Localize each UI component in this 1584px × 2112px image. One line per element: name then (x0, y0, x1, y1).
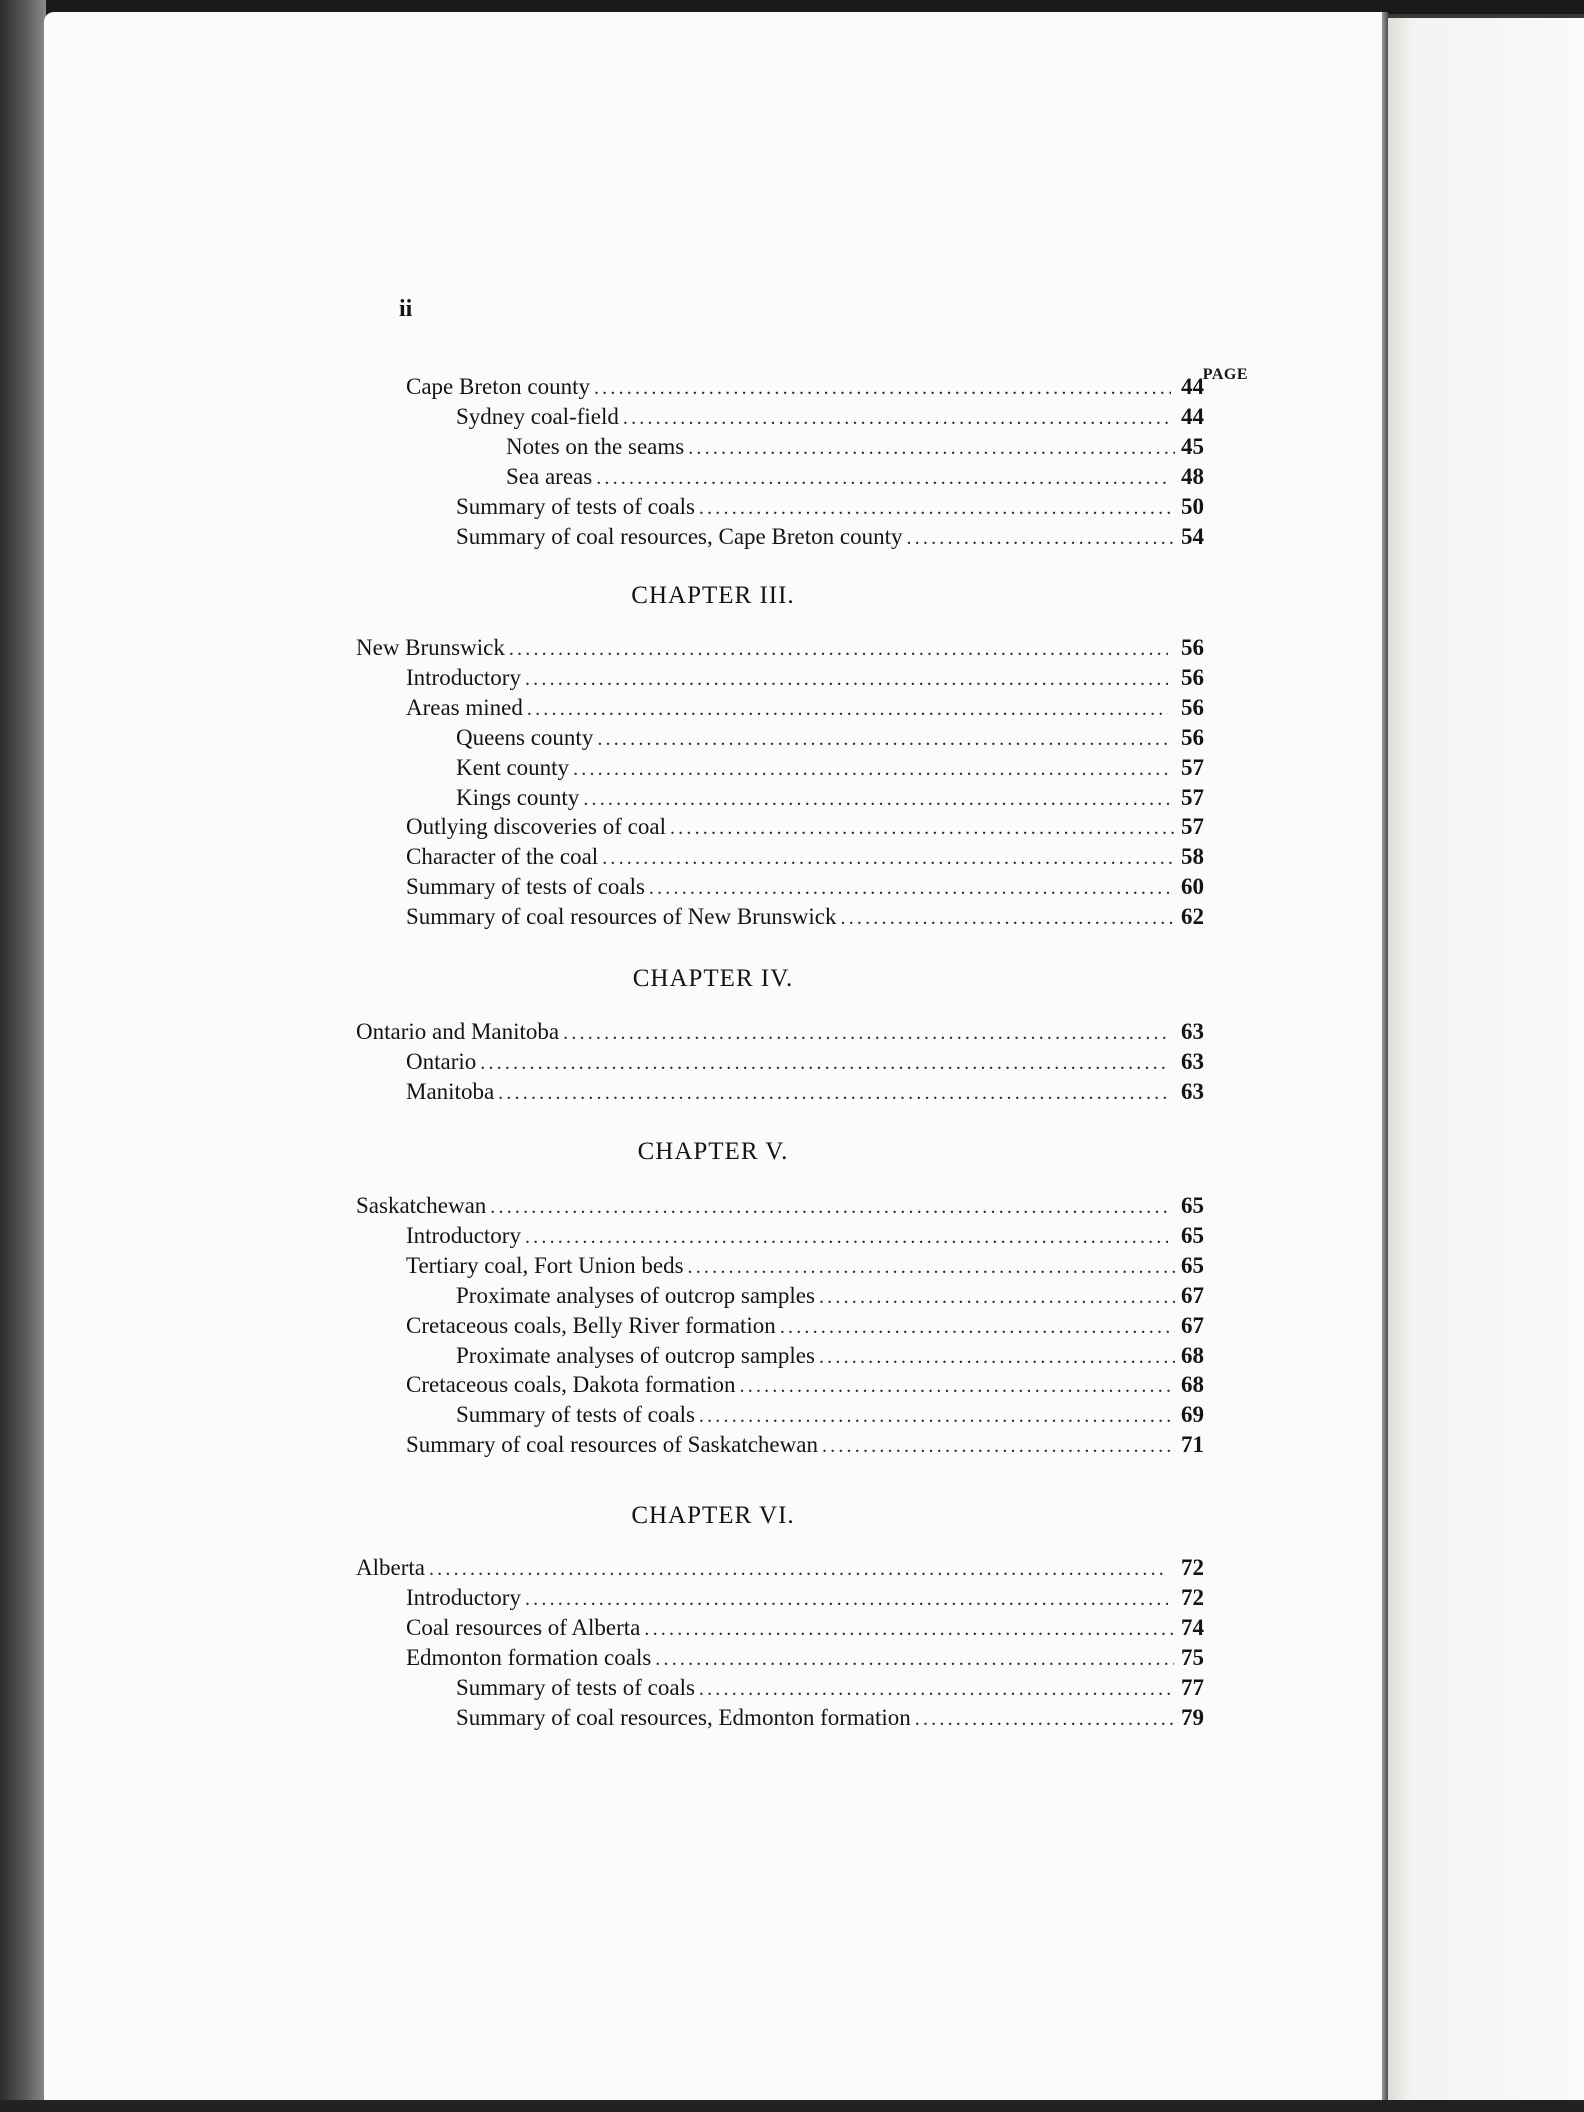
toc-entry-page-number: 65 (1181, 1222, 1204, 1248)
toc-entry-page-number: 58 (1181, 844, 1204, 870)
toc-entry-page-number: 72 (1181, 1584, 1204, 1610)
toc-entry-page-number: 79 (1181, 1704, 1204, 1730)
dot-leader (596, 467, 1171, 490)
dot-leader (573, 758, 1170, 781)
toc-entry-page-number: 56 (1181, 694, 1204, 720)
toc-entry[interactable] (506, 464, 1204, 494)
toc-entry[interactable] (406, 1079, 1204, 1109)
toc-entry-label: Character of the coal (406, 844, 599, 870)
toc-entry-label: Cretaceous coals, Dakota formation (406, 1372, 736, 1398)
toc-entry[interactable] (456, 1343, 1204, 1373)
toc-entry-page-number: 67 (1181, 1312, 1204, 1338)
toc-entry-label: Proximate analyses of outcrop samples (456, 1282, 815, 1308)
dot-leader (623, 407, 1173, 430)
toc-entry-label: Introductory (406, 1222, 521, 1248)
dot-leader (644, 1618, 1173, 1641)
dot-leader (699, 1405, 1175, 1428)
toc-entry-label: Summary of tests of coals (456, 1402, 695, 1428)
toc-entry[interactable] (406, 844, 1204, 874)
page-number: ii (399, 296, 413, 322)
table-of-contents (44, 12, 1382, 2102)
toc-entry-label: Queens county (456, 724, 594, 750)
toc-entry[interactable] (406, 1253, 1204, 1283)
toc-entry[interactable] (456, 1705, 1204, 1735)
dot-leader (649, 877, 1174, 900)
dot-leader (670, 817, 1175, 840)
toc-entry[interactable] (406, 1372, 1204, 1402)
toc-entry[interactable] (406, 1432, 1204, 1462)
book-page (44, 12, 1382, 2102)
toc-entry-page-number: 68 (1181, 1372, 1204, 1398)
dot-leader (602, 847, 1172, 870)
toc-entry[interactable] (456, 1283, 1204, 1313)
toc-entry[interactable] (456, 524, 1204, 554)
dot-leader (822, 1435, 1175, 1458)
toc-entry[interactable] (406, 904, 1204, 934)
toc-entry-page-number: 75 (1181, 1644, 1204, 1670)
facing-page (1388, 18, 1584, 2104)
dot-leader (480, 1052, 1166, 1075)
dot-leader (819, 1286, 1175, 1309)
toc-entry[interactable] (406, 695, 1204, 725)
toc-entry-page-number: 50 (1181, 493, 1204, 519)
dot-leader (819, 1346, 1175, 1369)
toc-entry-page-number: 56 (1181, 635, 1204, 660)
toc-entry-label: Edmonton formation coals (406, 1644, 652, 1670)
chapter-heading: CHAPTER V. (637, 1138, 789, 1165)
toc-entry[interactable] (406, 1585, 1204, 1615)
toc-entry[interactable] (456, 725, 1204, 755)
dot-leader (906, 527, 1175, 550)
toc-entry[interactable] (456, 1675, 1204, 1705)
toc-entry[interactable] (406, 814, 1204, 844)
toc-entry[interactable] (456, 755, 1204, 785)
toc-entry-page-number: 74 (1181, 1614, 1204, 1640)
toc-entry-page-number: 71 (1181, 1432, 1204, 1458)
toc-entry-label: Summary of tests of coals (456, 1674, 695, 1700)
toc-entry-label: Summary of coal resources of Saskatchewan (406, 1432, 818, 1458)
toc-entry-page-number: 57 (1181, 784, 1204, 810)
dot-leader (740, 1375, 1175, 1398)
toc-entry-label: Outlying discoveries of coal (406, 814, 666, 840)
toc-entry-label: Kings county (456, 784, 580, 810)
toc-entry-page-number: 77 (1181, 1674, 1204, 1700)
toc-entry[interactable] (356, 1019, 1204, 1049)
toc-entry[interactable] (356, 635, 1204, 665)
book-left-edge (0, 0, 46, 2112)
toc-entry[interactable] (406, 665, 1204, 695)
dot-leader (688, 437, 1175, 460)
toc-entry-page-number: 63 (1181, 1048, 1204, 1074)
toc-entry-label: Notes on the seams (506, 433, 685, 459)
toc-entry-page-number: 69 (1181, 1402, 1204, 1428)
toc-entry-label: Summary of coal resources of New Brunswick (406, 904, 837, 930)
toc-entry-label: Summary of tests of coals (406, 874, 645, 900)
toc-entry[interactable] (406, 1049, 1204, 1079)
toc-entry[interactable] (406, 1313, 1204, 1343)
dot-leader (583, 788, 1171, 811)
page-column-header: PAGE (1202, 366, 1248, 383)
toc-entry-page-number: 63 (1181, 1019, 1204, 1044)
dot-leader (527, 698, 1169, 721)
toc-entry-page-number: 62 (1181, 904, 1204, 930)
scan-bottom-edge (0, 2100, 1584, 2112)
toc-entry-page-number: 56 (1181, 724, 1204, 750)
toc-entry-label: Introductory (406, 664, 521, 690)
toc-entry-page-number: 65 (1181, 1252, 1204, 1278)
dot-leader (915, 1708, 1175, 1731)
toc-entry-label: Ontario (406, 1048, 477, 1074)
toc-entry-page-number: 60 (1181, 874, 1204, 900)
toc-entry-page-number: 65 (1181, 1193, 1204, 1218)
toc-entry-label: Sydney coal-field (456, 403, 619, 429)
dot-leader (688, 1256, 1175, 1279)
dot-leader (563, 1022, 1170, 1045)
toc-entry[interactable] (406, 874, 1204, 904)
dot-leader (699, 497, 1175, 520)
toc-entry-label: New Brunswick (356, 635, 505, 660)
dot-leader (594, 377, 1171, 400)
dot-leader (699, 1678, 1175, 1701)
toc-entry[interactable] (456, 785, 1204, 815)
toc-entry-label: Tertiary coal, Fort Union beds (406, 1252, 684, 1278)
toc-entry-label: Cape Breton county (406, 374, 590, 399)
toc-entry[interactable] (356, 1555, 1204, 1585)
dot-leader (780, 1316, 1175, 1339)
toc-entry-page-number: 68 (1181, 1342, 1204, 1368)
toc-entry-label: Summary of tests of coals (456, 493, 695, 519)
toc-entry[interactable] (406, 374, 1204, 404)
toc-entry-page-number: 57 (1181, 754, 1204, 780)
chapter-heading: CHAPTER III. (631, 582, 795, 609)
toc-entry-label: Saskatchewan (356, 1193, 487, 1218)
toc-entry[interactable] (406, 1223, 1204, 1253)
toc-entry[interactable] (406, 1615, 1204, 1645)
toc-entry-label: Manitoba (406, 1078, 495, 1104)
toc-entry-page-number: 44 (1181, 374, 1204, 399)
toc-entry-page-number: 48 (1181, 463, 1204, 489)
toc-entry-label: Cretaceous coals, Belly River formation (406, 1312, 776, 1338)
toc-entry-page-number: 56 (1181, 664, 1204, 690)
toc-entry-label: Proximate analyses of outcrop samples (456, 1342, 815, 1368)
toc-entry-label: Ontario and Manitoba (356, 1019, 560, 1044)
toc-entry[interactable] (506, 434, 1204, 464)
toc-entry[interactable] (456, 404, 1204, 434)
toc-entry-label: Coal resources of Alberta (406, 1614, 641, 1640)
toc-entry-page-number: 44 (1181, 403, 1204, 429)
toc-entry-label: Kent county (456, 754, 570, 780)
toc-entry-label: Areas mined (406, 694, 523, 720)
dot-leader (525, 668, 1168, 691)
toc-entry-page-number: 54 (1181, 523, 1204, 549)
dot-leader (498, 1082, 1167, 1105)
toc-entry-page-number: 45 (1181, 433, 1204, 459)
dot-leader (597, 728, 1171, 751)
toc-entry-label: Summary of coal resources, Cape Breton county (456, 523, 903, 549)
toc-entry-page-number: 57 (1181, 814, 1204, 840)
toc-entry[interactable] (456, 494, 1204, 524)
toc-entry-label: Sea areas (506, 463, 593, 489)
toc-entry-page-number: 67 (1181, 1282, 1204, 1308)
toc-entry[interactable] (456, 1402, 1204, 1432)
dot-leader (841, 907, 1176, 930)
dot-leader (525, 1588, 1168, 1611)
dot-leader (429, 1558, 1164, 1581)
toc-entry-label: Summary of coal resources, Edmonton formation (456, 1704, 911, 1730)
dot-leader (525, 1226, 1168, 1249)
dot-leader (490, 1196, 1166, 1219)
dot-leader (655, 1648, 1174, 1671)
toc-entry-label: Introductory (406, 1584, 521, 1610)
toc-entry[interactable] (356, 1193, 1204, 1223)
chapter-heading: CHAPTER VI. (631, 1502, 795, 1529)
toc-entry-page-number: 63 (1181, 1078, 1204, 1104)
toc-entry-page-number: 72 (1181, 1555, 1204, 1580)
chapter-heading: CHAPTER IV. (632, 965, 794, 992)
dot-leader (509, 638, 1168, 661)
toc-entry[interactable] (406, 1645, 1204, 1675)
toc-entry-label: Alberta (356, 1555, 425, 1580)
